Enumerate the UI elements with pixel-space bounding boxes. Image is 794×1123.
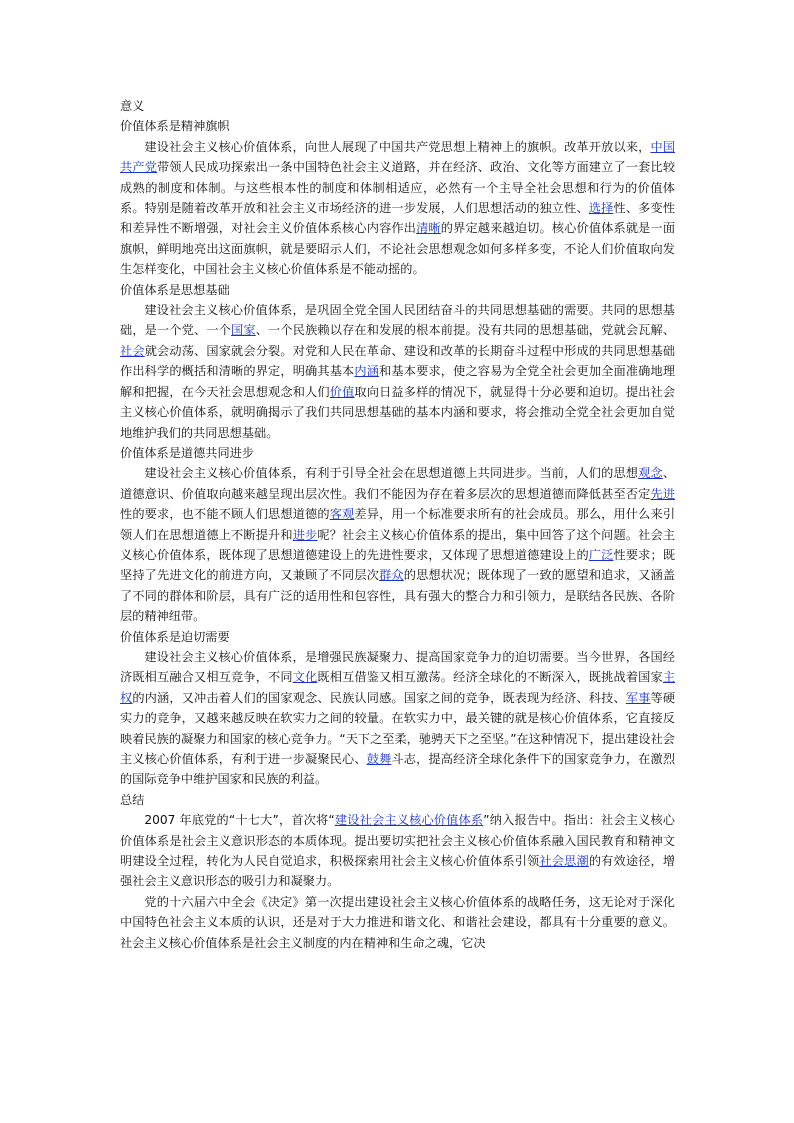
inline-link[interactable]: 先进 <box>650 486 676 501</box>
body-paragraph <box>120 300 675 443</box>
inline-link[interactable]: 国家 <box>231 323 256 338</box>
text-run: 、道德意识、价值取向越来越呈现出层次性。我们不能因为存在着多层次的思想道德而降低甚至否定 <box>120 466 675 501</box>
inline-link[interactable]: 清晰 <box>416 221 441 236</box>
text-run: 的界定越来越迫切。核心价值体系就是一面旗帜，鲜明地亮出这面旗帜，就是要昭示人们，不论社会思想观念如何多样多变，不论人们价值取向发生怎样变化，中国社会主义核心价值体系是不能动摇的。 <box>120 221 676 277</box>
section-heading: 价值体系是精神旗帜 <box>120 119 230 134</box>
inline-link[interactable]: 选择 <box>588 201 614 216</box>
text-run: 的有效途径，增强社会主义意识形态的吸引力和凝聚力。 <box>120 854 676 889</box>
text-run: 性、多变性和差异性不断增强，对社会主义价值体系核心内容作出 <box>120 201 676 236</box>
text-run: 建设社会主义核心价值体系，有利于引导全社会在思想道德上共同进步。当前，人们的思想 <box>144 466 639 481</box>
text-run: 建设社会主义核心价值体系，是增强民族凝聚力、提高国家竞争力的迫切需要。当今世界，各国经济既相互融合又相互竞争，不同 <box>120 649 675 685</box>
section-heading: 意义 <box>120 99 145 113</box>
section-heading: 价值体系是迫切需要 <box>120 629 230 644</box>
inline-link[interactable]: 社会 <box>120 343 145 358</box>
body-paragraph <box>120 810 675 892</box>
inline-link[interactable]: 主权 <box>120 670 676 705</box>
inline-link[interactable]: 中国共产党 <box>120 139 675 175</box>
inline-link[interactable]: 军事 <box>625 690 651 705</box>
section-heading: 总结 <box>120 792 145 807</box>
body-paragraph <box>120 647 675 790</box>
text-run: 、一个民族赖以存在和发展的根本前提。没有共同的思想基础，党就会瓦解、 <box>255 323 676 338</box>
inline-link[interactable]: 内涵 <box>354 364 380 379</box>
inline-link[interactable]: 客观 <box>329 507 355 522</box>
body-paragraph <box>120 463 675 626</box>
text-run: 呢？社会主义核心价值体系的提出，集中回答了这个问题。社会主义核心价值体系，既体现了思想道德建设上的先进性要求，又体现了思想道德建设上的 <box>120 527 676 562</box>
text-run: 就会动荡、国家就会分裂。对党和人民在革命、建设和改革的长期奋斗过程中形成的共同思想基础作出科学的概括和清晰的界定，明确其基本 <box>120 343 676 379</box>
text-run: 2007 年底党的“十七大”，首次将“ <box>144 813 335 828</box>
body-paragraph <box>120 137 675 280</box>
section-heading: 价值体系是道德共同进步 <box>120 445 255 460</box>
text-run: 斗志，提高经济全球化条件下的国家竞争力，在激烈的国际竞争中维护国家和民族的利益。 <box>120 752 676 787</box>
inline-link[interactable]: 鼓舞 <box>366 752 392 766</box>
inline-link[interactable]: 进步 <box>292 527 318 542</box>
text-run: 建设社会主义核心价值体系，向世人展现了中国共产党思想上精神上的旗帜。改革开放以来， <box>144 139 651 154</box>
text-run: 建设社会主义核心价值体系，是巩固全党全国人民团结奋斗的共同思想基础的需要。共同的思想基础，是一个党、一个 <box>120 303 675 338</box>
text-run: 既相互借鉴又相互激荡。经济全球化的不断深入，既挑战着国家 <box>317 670 663 685</box>
text-run: 和基本要求，使之容易为全党全社会更加全面准确地理解和把握，在今天社会思想观念和人们 <box>120 364 676 399</box>
inline-link[interactable]: 文化 <box>292 670 318 685</box>
text-run: 带领人民成功探索出一条中国特色社会主义道路，并在经济、政治、文化等方面建立了一套比较成熟的制度和体制。与这些根本性的制度和体制相适应，必然有一个主导全社会思想和行为的价值体系。特别是随着改革开放和社会主义市场经济的进一步发展，人们思想活动的独立性、 <box>120 160 676 216</box>
text-run: 性的要求，也不能不顾人们思想道德的 <box>120 507 330 522</box>
text-run: 等硬实力的竞争，又越来越反映在软实力之间的较量。在软实力中，最关键的就是核心价值体系，它直接反映着民族的凝聚力和国家的核心竞争力。“天下之至柔，驰骋天下之至坚。”在这种情况下，提出建设社会主义核心价值体系，有利于进一步凝聚民心、 <box>120 690 676 766</box>
inline-link[interactable]: 群众 <box>379 568 404 583</box>
inline-link[interactable]: 社会思潮 <box>539 854 589 869</box>
text-run: 性要求；既坚持了先进文化的前进方向，又兼顾了不同层次 <box>120 547 676 583</box>
inline-link[interactable]: 建设社会主义核心价值体系 <box>334 813 484 828</box>
inline-link[interactable]: 价值 <box>329 384 355 399</box>
text-run: 党的十六届六中全会《决定》第一次提出建设社会主义核心价值体系的战略任务，这无论对于深化中国特色社会主义本质的认识，还是对于大力推进和谐文化、和谐社会建设，都具有十分重要的意义。社会主义核心价值体系是社会主义制度的内在精神和生命之魂，它决 <box>120 894 675 950</box>
inline-link[interactable]: 广泛 <box>588 547 614 562</box>
text-run: 取向日益多样的情况下，就显得十分必要和迫切。提出社会主义核心价值体系，就明确揭示了我们共同思想基础的基本内涵和要求，将会推动全党全社会更加自觉地维护我们的共同思想基础。 <box>120 384 676 440</box>
text-run: 的内涵，又冲击着人们的国家观念、民族认同感。国家之间的竞争，既表现为经济、科技、 <box>132 690 626 705</box>
document-page <box>120 96 675 953</box>
section-heading: 价值体系是思想基础 <box>120 282 230 297</box>
inline-link[interactable]: 观念 <box>638 466 663 481</box>
text-run: 的思想状况；既体现了一致的愿望和追求，又涵盖了不同的群体和阶层，具有广泛的适用性和包容性，具有强大的整合力和引领力，是联结各民族、各阶层的精神纽带。 <box>120 568 676 624</box>
text-run: ”纳入报告中。指出：社会主义核心价值体系是社会主义意识形态的本质体现。提出要切实把社会主义核心价值体系融入国民教育和精神文明建设全过程，转化为人民自觉追求，积极探索用社会主义核心价值体系引领 <box>120 813 675 869</box>
body-paragraph <box>120 892 675 953</box>
text-run: 差异，用一个标准要求所有的社会成员。那么，用什么来引领人们在思想道德上不断提升和 <box>120 507 676 542</box>
